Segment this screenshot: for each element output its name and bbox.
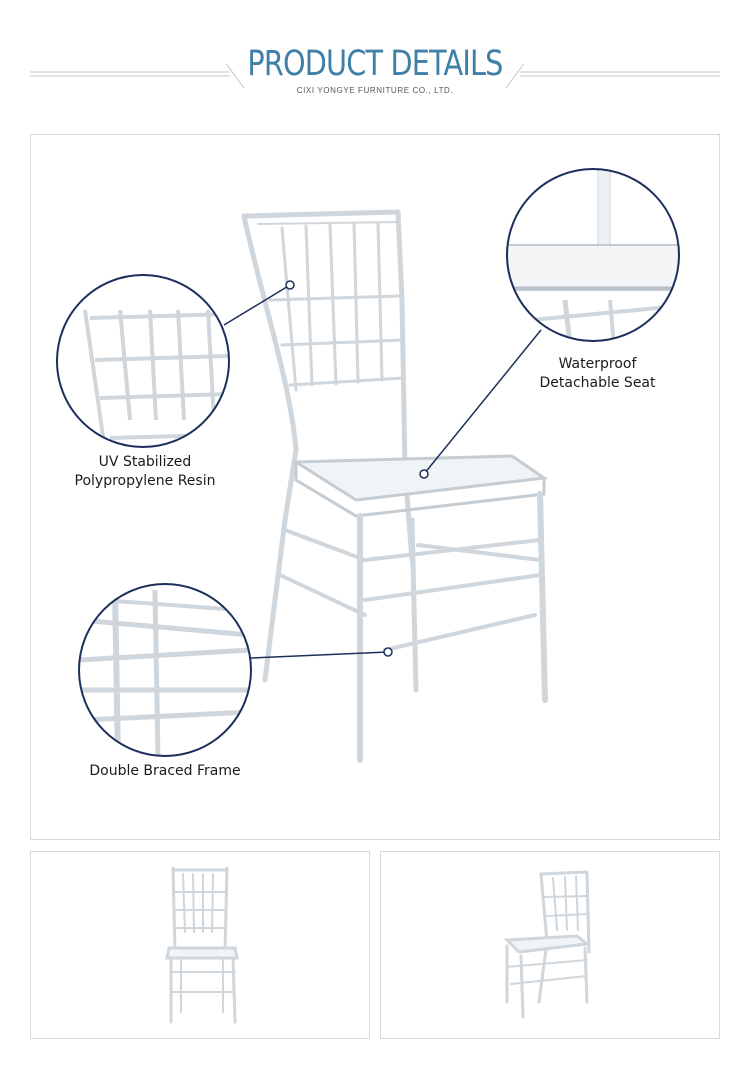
callout-dot-frame [384, 648, 392, 656]
feature-label-seat-line2: Detachable Seat [539, 375, 656, 391]
feature-label-uv-line1: UV Stabilized [98, 454, 192, 470]
chair-side-view-image [381, 852, 721, 1040]
feature-label-seat-line1: Waterproof [558, 356, 637, 372]
chair-image [244, 212, 545, 760]
side-view-panel [380, 851, 720, 1039]
feature-label-frame [60, 762, 270, 781]
callout-line-backrest [224, 285, 290, 325]
feature-label-uv-resin [40, 453, 250, 491]
backrest-detail-circle [57, 275, 230, 450]
frame-detail-circle [79, 584, 251, 760]
feature-label-frame-line1: Double Braced Frame [89, 763, 241, 779]
page-title: PRODUCT DETAILS [247, 44, 503, 84]
seat-detail-circle [505, 169, 690, 345]
callout-line-seat [424, 330, 541, 474]
chair-front-view-image [31, 852, 371, 1040]
front-view-panel [30, 851, 370, 1039]
callout-dot-backrest [286, 281, 294, 289]
callout-dot-seat [420, 470, 428, 478]
callout-line-frame [251, 652, 388, 658]
feature-label-seat [500, 355, 695, 393]
company-name: CIXI YONGYE FURNITURE CO., LTD. [296, 86, 454, 95]
feature-label-uv-line2: Polypropylene Resin [74, 473, 216, 489]
